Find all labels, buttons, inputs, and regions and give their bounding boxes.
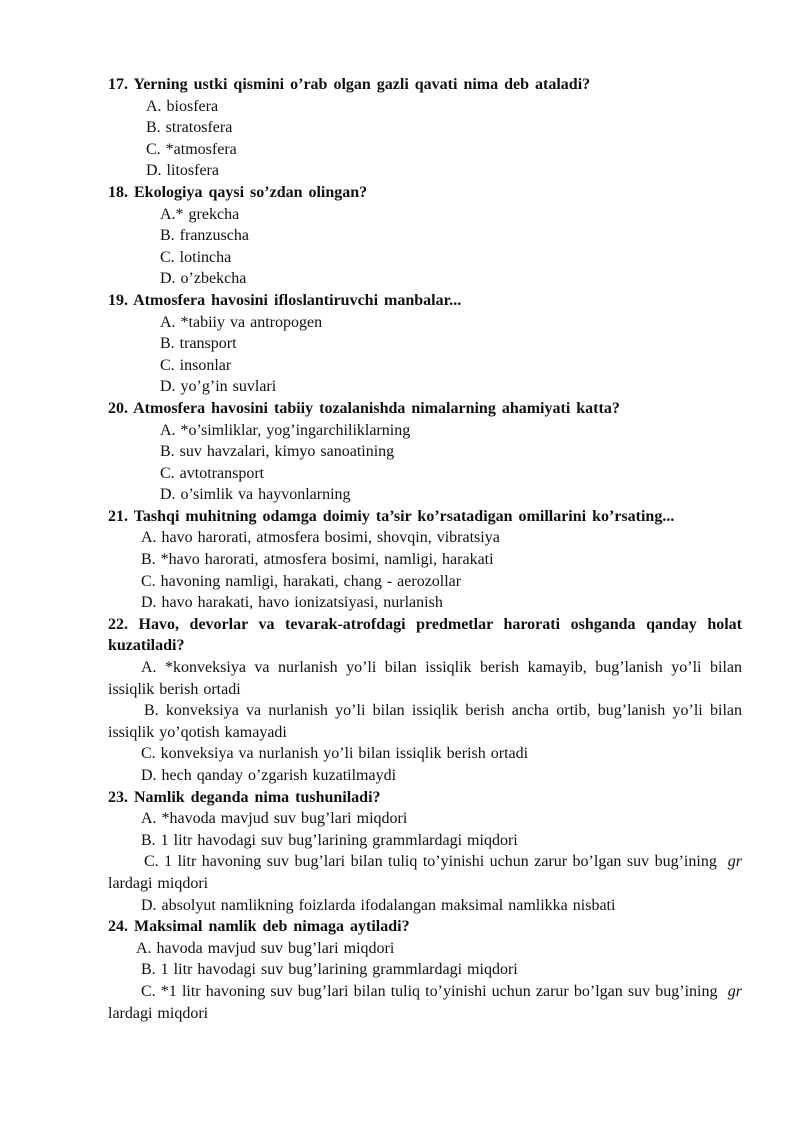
option-22-d: D. hech qanday o’zgarish kuzatilmaydi	[141, 767, 397, 784]
option-23-c-unit: gr	[727, 853, 743, 871]
option-18-a: A.* grekcha	[160, 205, 240, 223]
question-21: 21. Tashqi muhitning odamga doimiy ta’sir ko’rsatadigan omillarini ko’rsating...	[108, 507, 675, 525]
option-24-c-text: C. *1 litr havoning suv bug’lari bilan tuliq to’yinishi uchun zarur bo’lgan suv bug’ining	[141, 982, 718, 1000]
option-20-c: C. avtotransport	[160, 464, 265, 482]
option-23-d: D. absolyut namlikning foizlarda ifodalangan maksimal namlikka nisbati	[141, 896, 616, 914]
option-18-d: D. o’zbekcha	[160, 270, 247, 288]
option-23-c-tail: lardagi miqdori	[108, 874, 209, 892]
option-19-a: A. *tabiiy va antropogen	[160, 313, 323, 331]
option-17-d: D. litosfera	[146, 162, 219, 180]
option-19-d: D. yo’g’in suvlari	[160, 378, 277, 396]
option-17-c: C. *atmosfera	[146, 140, 237, 158]
option-24-c	[108, 981, 742, 1024]
option-23-c	[108, 851, 742, 894]
option-20-d: D. o’simlik va hayvonlarning	[160, 486, 351, 504]
option-17-a: A. biosfera	[146, 97, 219, 115]
question-18: 18. Ekologiya qaysi so’zdan olingan?	[108, 183, 368, 201]
option-19-c: C. insonlar	[160, 356, 232, 374]
question-17: 17. Yerning ustki qismini o’rab olgan gazli qavati nima deb ataladi?	[108, 76, 591, 93]
option-24-a: A. havoda mavjud suv bug’lari miqdori	[136, 939, 395, 957]
option-23-a: A. *havoda mavjud suv bug’lari miqdori	[141, 810, 408, 828]
option-22-a: A. *konveksiya va nurlanish yo’li bilan issiqlik berish kamayib, bug’lanish yo’li bilan issiqlik berish ortadi	[108, 659, 742, 698]
option-20-a: A. *o’simliklar, yog’ingarchiliklarning	[160, 421, 411, 439]
option-18-c: C. lotincha	[160, 248, 232, 266]
option-21-a: A. havo harorati, atmosfera bosimi, shovqin, vibratsiya	[141, 529, 500, 547]
question-24: 24. Maksimal namlik deb nimaga aytiladi?	[108, 918, 410, 936]
question-20: 20. Atmosfera havosini tabiiy tozalanishda nimalarning ahamiyati katta?	[108, 399, 620, 417]
option-17-b: B. stratosfera	[146, 119, 233, 137]
option-24-c-tail: lardagi miqdori	[108, 1004, 209, 1022]
option-21-b: B. *havo harorati, atmosfera bosimi, namligi, harakati	[141, 551, 494, 569]
option-19-b: B. transport	[160, 335, 237, 353]
question-19: 19. Atmosfera havosini ifloslantiruvchi manbalar...	[108, 291, 462, 309]
option-20-b: B. suv havzalari, kimyo sanoatining	[160, 443, 395, 461]
option-18-b: B. franzuscha	[160, 227, 249, 245]
option-21-d: D. havo harakati, havo ionizatsiyasi, nurlanish	[141, 594, 443, 612]
test-page	[108, 74, 742, 1024]
option-24-c-unit: gr	[727, 982, 743, 1000]
option-23-b: B. 1 litr havodagi suv bug’larining grammlardagi miqdori	[141, 831, 518, 849]
question-22: 22. Havo, devorlar va tevarak-atrofdagi predmetlar harorati oshganda qanday holat kuzatiladi?	[108, 615, 742, 655]
question-23: 23. Namlik deganda nima tushuniladi?	[108, 788, 381, 806]
option-23-c-text: C. 1 litr havoning suv bug’lari bilan tuliq to’yinishi uchun zarur bo’lgan suv bug’ining	[144, 853, 717, 871]
option-24-b: B. 1 litr havodagi suv bug’larining grammlardagi miqdori	[141, 961, 518, 979]
option-22-b: B. konveksiya va nurlanish yo’li bilan issiqlik berish ancha ortib, bug’lanish yo’li bilan issiqlik yo’qotish kamayadi	[108, 702, 742, 741]
option-22-c: C. konveksiya va nurlanish yo’li bilan issiqlik berish ortadi	[141, 745, 529, 763]
option-21-c: C. havoning namligi, harakati, chang - aerozollar	[141, 572, 462, 590]
